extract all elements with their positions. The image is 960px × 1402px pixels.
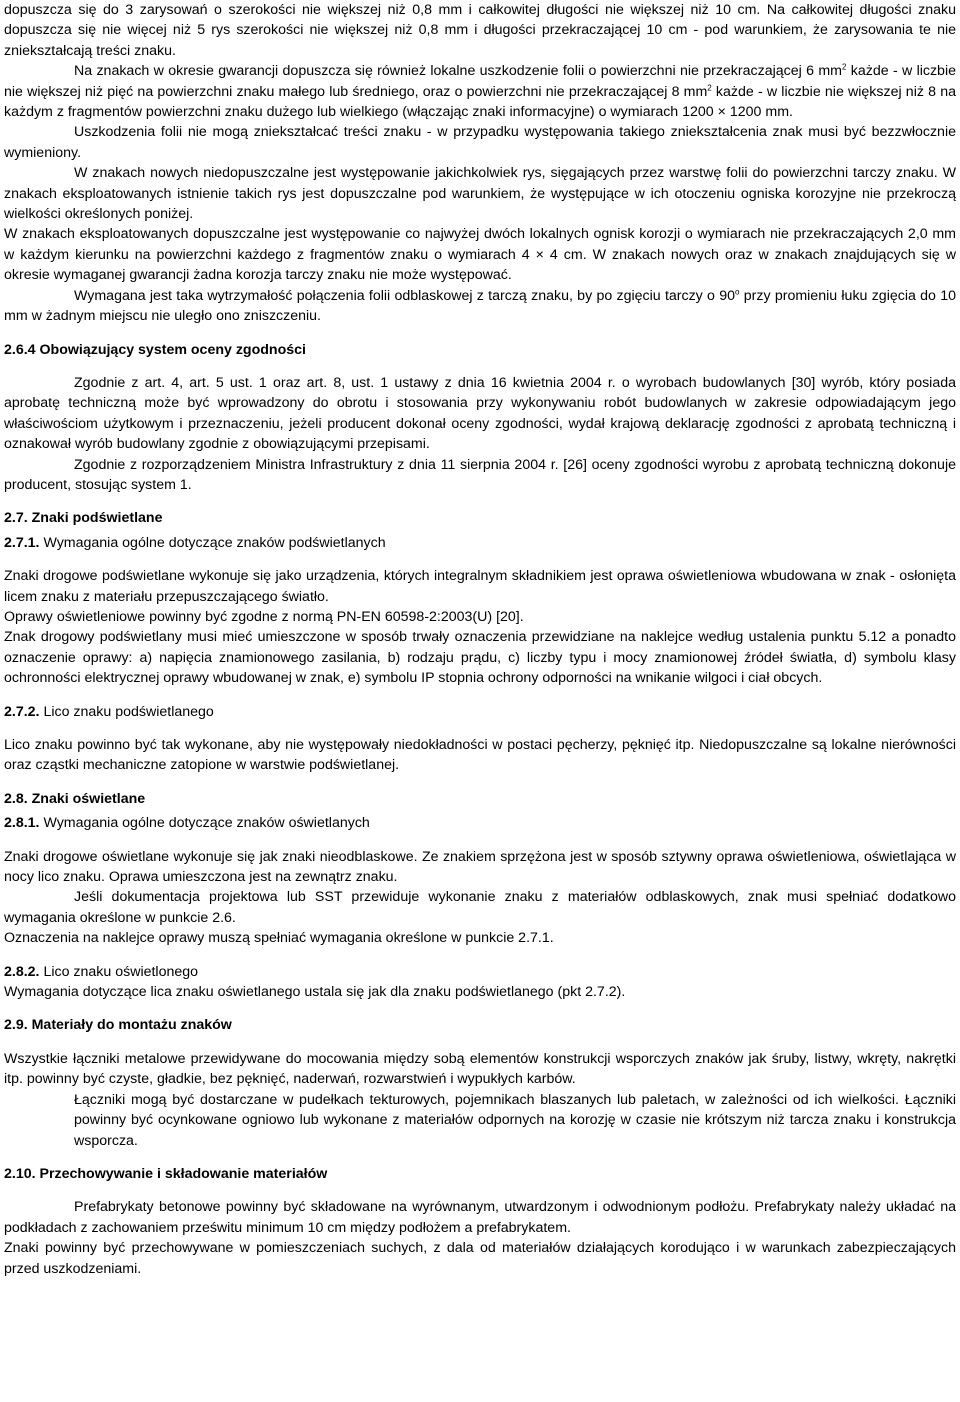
- paragraph-reflective-option: Jeśli dokumentacja projektowa lub SST przewiduje wykonanie znaku z materiałów odblaskowych, znak musi spełniać dodatkowo wymagania określone w punkcie 2.6.: [4, 889, 956, 926]
- paragraph-sign-storage: Znaki powinny być przechowywane w pomieszczeniach suchych, z dala od materiałów działających korodująco i w warunkach zabezpieczających przed uszkodzeniami.: [4, 1240, 956, 1277]
- paragraph-backlit-face: Lico znaku powinno być tak wykonane, aby nie występowały niedokładności w postaci pęcherzy, pęknięć itp. Niedopuszczalne są lokalne nierówności oraz cząstki mechaniczne zatopione w warstwie podświetlanej.: [4, 737, 956, 774]
- paragraph-backlit-signs: Znaki drogowe podświetlane wykonuje się jako urządzenia, których integralnym składnikiem jest oprawa oświetleniowa wbudowana w znak - osłonięta licem znaku z materiału przepuszczającego światło.: [4, 568, 956, 605]
- paragraph-marking: Znak drogowy podświetlany musi mieć umieszczone w sposób trwały oznaczenia przewidziane na naklejce według ustalenia punktu 5.12 a ponadto oznaczenie oprawy: a) napięcia znamionowego zasilania, b) rodzaju prądu, c) liczby typu i mocy znamionowej źródeł światła, d) symbolu klasy ochronności elektrycznej oprawy wbudowanej w znak, e) symbolu IP stopnia ochrony odporności na wnikanie wilgoci i ciał obcych.: [4, 629, 956, 687]
- paragraph-foil-damage: [4, 61, 956, 122]
- heading-2-8-1: [4, 813, 956, 833]
- text-run: przy promieniu łuku zgięcia do 10 mm w żadnym miejscu nie uległo ono zniszczeniu.: [4, 287, 956, 325]
- heading-2-8-2: [4, 962, 956, 982]
- heading-2-9: 2.9. Materiały do montażu znaków: [4, 1017, 232, 1034]
- superscript: 2: [707, 82, 712, 92]
- paragraph-illuminated-signs: Znaki drogowe oświetlane wykonuje się jak znaki nieodblaskowe. Ze znakiem sprzężona jest w sposób sztywny oprawa oświetleniowa, oświetlająca w nocy lico znaku. Oprawa umieszczona jest na zewnątrz znaku.: [4, 848, 956, 886]
- section-number: 2.8.2.: [4, 963, 40, 980]
- paragraph-fastener-packaging: [74, 1090, 956, 1151]
- section-title: Lico znaku oświetlonego: [39, 963, 199, 980]
- section-title: Wymagania ogólne dotyczące znaków oświetlanych: [39, 815, 370, 832]
- heading-2-7-2: [4, 702, 956, 722]
- paragraph-conformity-regulation: Zgodnie z rozporządzeniem Ministra Infrastruktury z dnia 11 sierpnia 2004 r. [26] oceny zgodności wyrobu z aprobatą techniczną dokonuje producent, stosując system 1.: [4, 456, 956, 493]
- text-run: każde - w liczbie nie większej niż pięć na powierzchni znaku małego lub średniego, oraz o powierzchni nie przekraczającej 8 mm: [4, 63, 956, 100]
- paragraph-cracks: dopuszcza się do 3 zarysowań o szerokości nie większej niż 0,8 mm i całkowitej długości nie większej niż 10 cm. Na całkowitej długości znaku dopuszcza się nie więcej niż 5 rys szerokości nie większej niż 0,8 mm i długości przekraczającej 10 cm - pod warunkiem, że zarysowania te nie zniekształcają treści znaku.: [4, 2, 956, 59]
- text-run: Na znakach w okresie gwarancji dopuszcza się również lokalne uszkodzenie folii o powierzchni nie przekraczającej 6 mm: [74, 63, 842, 80]
- paragraph-distortion: Uszkodzenia folii nie mogą zniekształcać treści znaku - w przypadku występowania takiego zniekształcenia znak musi być bezzwłocznie wymieniony.: [4, 124, 956, 161]
- paragraph-prefab-storage: Prefabrykaty betonowe powinny być składowane na wyrównanym, utwardzonym i odwodnionym podłożu. Prefabrykaty należy układać na podkładach z zachowaniem prześwitu minimum 10 cm między podłożem a prefabrykatem.: [4, 1199, 956, 1236]
- paragraph-new-signs-cracks: W znakach nowych niedopuszczalne jest występowanie jakichkolwiek rys, sięgających przez warstwę folii do powierzchni tarczy znaku. W znakach eksploatowanych istnienie takich rys jest dopuszczalne pod warunkiem, że występujące w ich otoczeniu ogniska korozyjne nie przekroczą wielkości określonych poniżej.: [4, 165, 956, 223]
- section-title: Lico znaku podświetlanego: [39, 703, 214, 720]
- section-number: 2.7.2.: [4, 703, 40, 720]
- heading-2-8: 2.8. Znaki oświetlane: [4, 790, 146, 807]
- section-title: Wymagania ogólne dotyczące znaków podświetlanych: [39, 534, 386, 551]
- heading-2-6-4: 2.6.4 Obowiązujący system oceny zgodności: [4, 341, 306, 358]
- document-page: [4, 0, 956, 1279]
- section-number: 2.7.1.: [4, 534, 40, 551]
- superscript: 2: [841, 62, 847, 72]
- heading-2-7-1: [4, 533, 956, 553]
- heading-2-7: 2.7. Znaki podświetlane: [4, 510, 163, 527]
- degree-mark: o: [735, 286, 740, 296]
- text-run: każde - w liczbie nie większej niż 8 na każdym z fragmentów powierzchni znaku dużego lub wielkiego (włączając znaki informacyjne) o wymiarach 1200 × 1200 mm.: [4, 83, 956, 121]
- paragraph-luminaire-norm: Oprawy oświetleniowe powinny być zgodne z normą PN-EN 60598-2:2003(U) [20].: [4, 608, 524, 625]
- section-number: 2.8.1.: [4, 815, 40, 832]
- paragraph-corrosion: W znakach eksploatowanych dopuszczalne jest występowanie co najwyżej dwóch lokalnych ognisk korozji o wymiarach nie przekraczających 2,0 mm w każdym kierunku na powierzchni każdego z fragmentów znaku o wymiarach 4 × 4 cm. W znakach nowych oraz w znakach znajdujących się w okresie wymaganej gwarancji żadna korozja tarczy znaku nie może występować.: [4, 226, 956, 284]
- paragraph-conformity-law: Zgodnie z art. 4, art. 5 ust. 1 oraz art. 8, ust. 1 ustawy z dnia 16 kwietnia 2004 r. o wyrobach budowlanych [30] wyrób, który posiada aprobatę techniczną może być wprowadzony do obrotu i stosowania przy wykonywaniu robót budowlanych w zakresie odpowiadającym jego właściwościom użytkowym i przeznaczeniu, jeżeli producent dokonał oceny zgodności, wydał krajową deklarację zgodności z aprobatą techniczną i oznakował wyrób budowlany zgodnie z obowiązującymi przepisami.: [4, 374, 956, 453]
- paragraph-bond-strength: [4, 286, 956, 327]
- paragraph-label-requirements: Oznaczenia na naklejce oprawy muszą spełniać wymagania określone w punkcie 2.7.1.: [4, 930, 554, 947]
- paragraph-illuminated-face: Wymagania dotyczące lica znaku oświetlanego ustala się jak dla znaku podświetlanego (pkt 2.7.2).: [4, 984, 626, 1001]
- text-run: Wymagana jest taka wytrzymałość połączenia folii odblaskowej z tarczą znaku, by po zgięciu tarczy o 90: [74, 287, 736, 304]
- heading-2-10: 2.10. Przechowywanie i składowanie materiałów: [4, 1165, 328, 1182]
- paragraph-fasteners: Wszystkie łączniki metalowe przewidywane do mocowania między sobą elementów konstrukcji wsporczych znaków jak śruby, listwy, wkręty, nakrętki itp. powinny być czyste, gładkie, bez pęknięć, naderwań, rozwarstwień i wypukłych karbów.: [4, 1050, 956, 1088]
- text-run: Łączniki mogą być dostarczane w pudełkach tekturowych, pojemnikach blaszanych lub paletach, w zależności od ich wielkości. Łączniki powinny być ocynkowane ogniowo lub wykonane z materiałów odpornych na korozję w czasie nie krótszym niż tarcza znaku i konstrukcja wsporcza.: [74, 1091, 956, 1149]
